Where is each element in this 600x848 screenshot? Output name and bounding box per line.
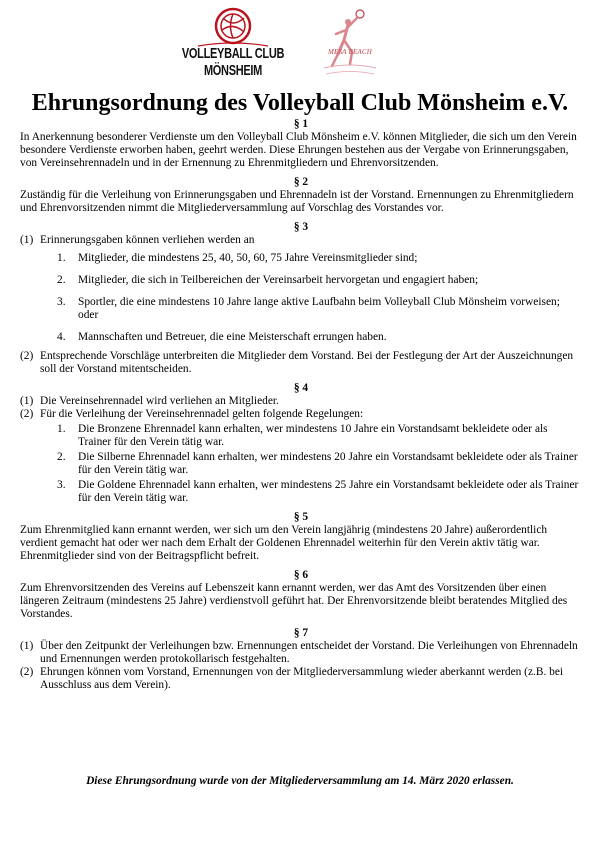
section-2-heading: § 2 <box>293 176 309 188</box>
list-item-number: 1. <box>57 252 66 264</box>
section-3-paragraph-2 <box>20 350 582 376</box>
list-item <box>20 423 582 449</box>
list-item-text: Mannschaften und Betreuer, die eine Meisterschaft errungen haben. <box>78 331 387 343</box>
section-5-heading: § 5 <box>293 511 309 523</box>
section-4-heading: § 4 <box>293 382 309 394</box>
list-item-text: Mitglieder, die mindestens 25, 40, 50, 60, 75 Jahre Vereinsmitglieder sind; <box>78 252 418 264</box>
section-3-heading: § 3 <box>293 221 309 233</box>
paragraph-number: (2) <box>20 350 34 362</box>
section-1-heading: § 1 <box>293 118 309 130</box>
list-item <box>20 252 582 265</box>
list-item-text: Die Goldene Ehrennadel kann erhalten, wer mindestens 25 Jahre ein Vorstandsamt bekleidete oder als Trainer für den Verein tätig war. <box>78 479 579 504</box>
list-item-text: Mitglieder, die sich in Teilbereichen der Vereinsarbeit hervorgetan und engagiert haben; <box>78 274 479 286</box>
paragraph-number: (1) <box>20 234 34 246</box>
section-3-list <box>20 252 582 344</box>
list-item <box>20 331 582 344</box>
section-2-text: Zuständig für die Verleihung von Erinnerungsgaben und Ehrennadeln ist der Vorstand. Ernennungen zu Ehrenmitgliedern und Ehrenvorsitzenden nimmt die Mitgliederversammlung auf Vorschlag des Vorstandes vor. <box>20 189 574 214</box>
club-logo-line1: VOLLEYBALL CLUB <box>181 46 285 62</box>
section-3-paragraph-1 <box>20 234 582 247</box>
section-5-text: Zum Ehrenmitglied kann ernannt werden, wer sich um den Verein langjährig (mindestens 20 Jahre) außerordentlich verdient gemacht hat oder wer nach dem Erhalt der Goldenen Ehrennadel weiterhin für den Verein aktiv tätig war. Ehrenmitglieder sind von der Beitragspflicht befreit. <box>20 524 548 562</box>
section-4-paragraph-2 <box>20 408 582 421</box>
paragraph-number: (2) <box>20 408 34 420</box>
list-item <box>20 479 582 505</box>
list-item-number: 2. <box>57 274 66 286</box>
paragraph-text: Erinnerungsgaben können verliehen werden an <box>40 234 255 246</box>
header-logos <box>0 6 600 88</box>
volleyball-club-logo <box>178 6 288 88</box>
paragraph-text: Für die Verleihung der Vereinsehrennadel gelten folgende Regelungen: <box>40 408 364 420</box>
section-6-text: Zum Ehrenvorsitzenden des Vereins auf Lebenszeit kann ernannt werden, wer das Amt des Vorsitzenden über einen längeren Zeitraum (mindestens 25 Jahre) verdienstvoll geführt hat. Der Ehrenvorsitzende bleibt beratendes Mitglied des Vorstandes. <box>20 582 568 620</box>
section-4-list <box>20 423 582 505</box>
section-7-paragraph-1 <box>20 640 582 666</box>
paragraph-text: Entsprechende Vorschläge unterbreiten die Mitglieder dem Vorstand. Bei der Festlegung der Art der Auszeichnungen soll der Vorstand mitentscheiden. <box>40 350 574 375</box>
list-item-number: 4. <box>57 331 66 343</box>
section-7-heading: § 7 <box>293 627 309 639</box>
club-logo-line2: MÖNSHEIM <box>203 63 263 79</box>
paragraph-number: (1) <box>20 395 34 407</box>
document-body <box>20 118 582 692</box>
list-item <box>20 296 582 322</box>
paragraph-text: Die Vereinsehrennadel wird verliehen an Mitglieder. <box>40 395 279 407</box>
enactment-note: Diese Ehrungsordnung wurde von der Mitgliederversammlung am 14. März 2020 erlassen. <box>86 775 514 787</box>
paragraph-number: (2) <box>20 666 34 678</box>
list-item-number: 3. <box>57 479 66 491</box>
paragraph-number: (1) <box>20 640 34 652</box>
mesa-beach-logo <box>320 8 380 84</box>
list-item-text: Sportler, die eine mindestens 10 Jahre lange aktive Laufbahn beim Volleyball Club Mönsheim vorweisen; oder <box>78 296 560 321</box>
section-4-paragraph-1 <box>20 395 582 408</box>
paragraph-text: Ehrungen können vom Vorstand, Ernennungen von der Mitgliederversammlung wieder aberkannt werden (z.B. bei Ausschluss aus dem Verein). <box>40 666 564 691</box>
list-item-text: Die Bronzene Ehrennadel kann erhalten, wer mindestens 10 Jahre ein Vorstandsamt bekleidete oder als Trainer für den Verein tätig war. <box>78 423 548 448</box>
list-item <box>20 274 582 287</box>
list-item-number: 2. <box>57 451 66 463</box>
section-6-heading: § 6 <box>293 569 309 581</box>
beach-volleyball-player-icon <box>320 8 380 84</box>
mesa-beach-text: MESA BEACH <box>327 48 373 56</box>
list-item-text: Die Silberne Ehrennadel kann erhalten, wer mindestens 20 Jahre ein Vorstandsamt bekleidete oder als Trainer für den Verein tätig war. <box>78 451 578 476</box>
section-1-text: In Anerkennung besonderer Verdienste um den Volleyball Club Mönsheim e.V. können Mitglieder, die sich um den Verein besondere Verdienste erworben haben, geehrt werden. Diese Ehrungen bestehen aus der Vergabe von Erinnerungsgaben, von Vereinsehrennadeln und in der Ernennung zu Ehrenmitgliedern und Ehrenvorsitzenden. <box>20 131 577 169</box>
list-item-number: 1. <box>57 423 66 435</box>
paragraph-text: Über den Zeitpunkt der Verleihungen bzw. Ernennungen entscheidet der Vorstand. Die Verleihungen von Ehrennadeln und Ernennungen werden protokollarisch festgehalten. <box>40 640 578 665</box>
section-7-paragraph-2 <box>20 666 582 692</box>
list-item <box>20 451 582 477</box>
document-title: Ehrungsordnung des Volleyball Club Mönsheim e.V. <box>31 90 569 116</box>
list-item-number: 3. <box>57 296 66 308</box>
